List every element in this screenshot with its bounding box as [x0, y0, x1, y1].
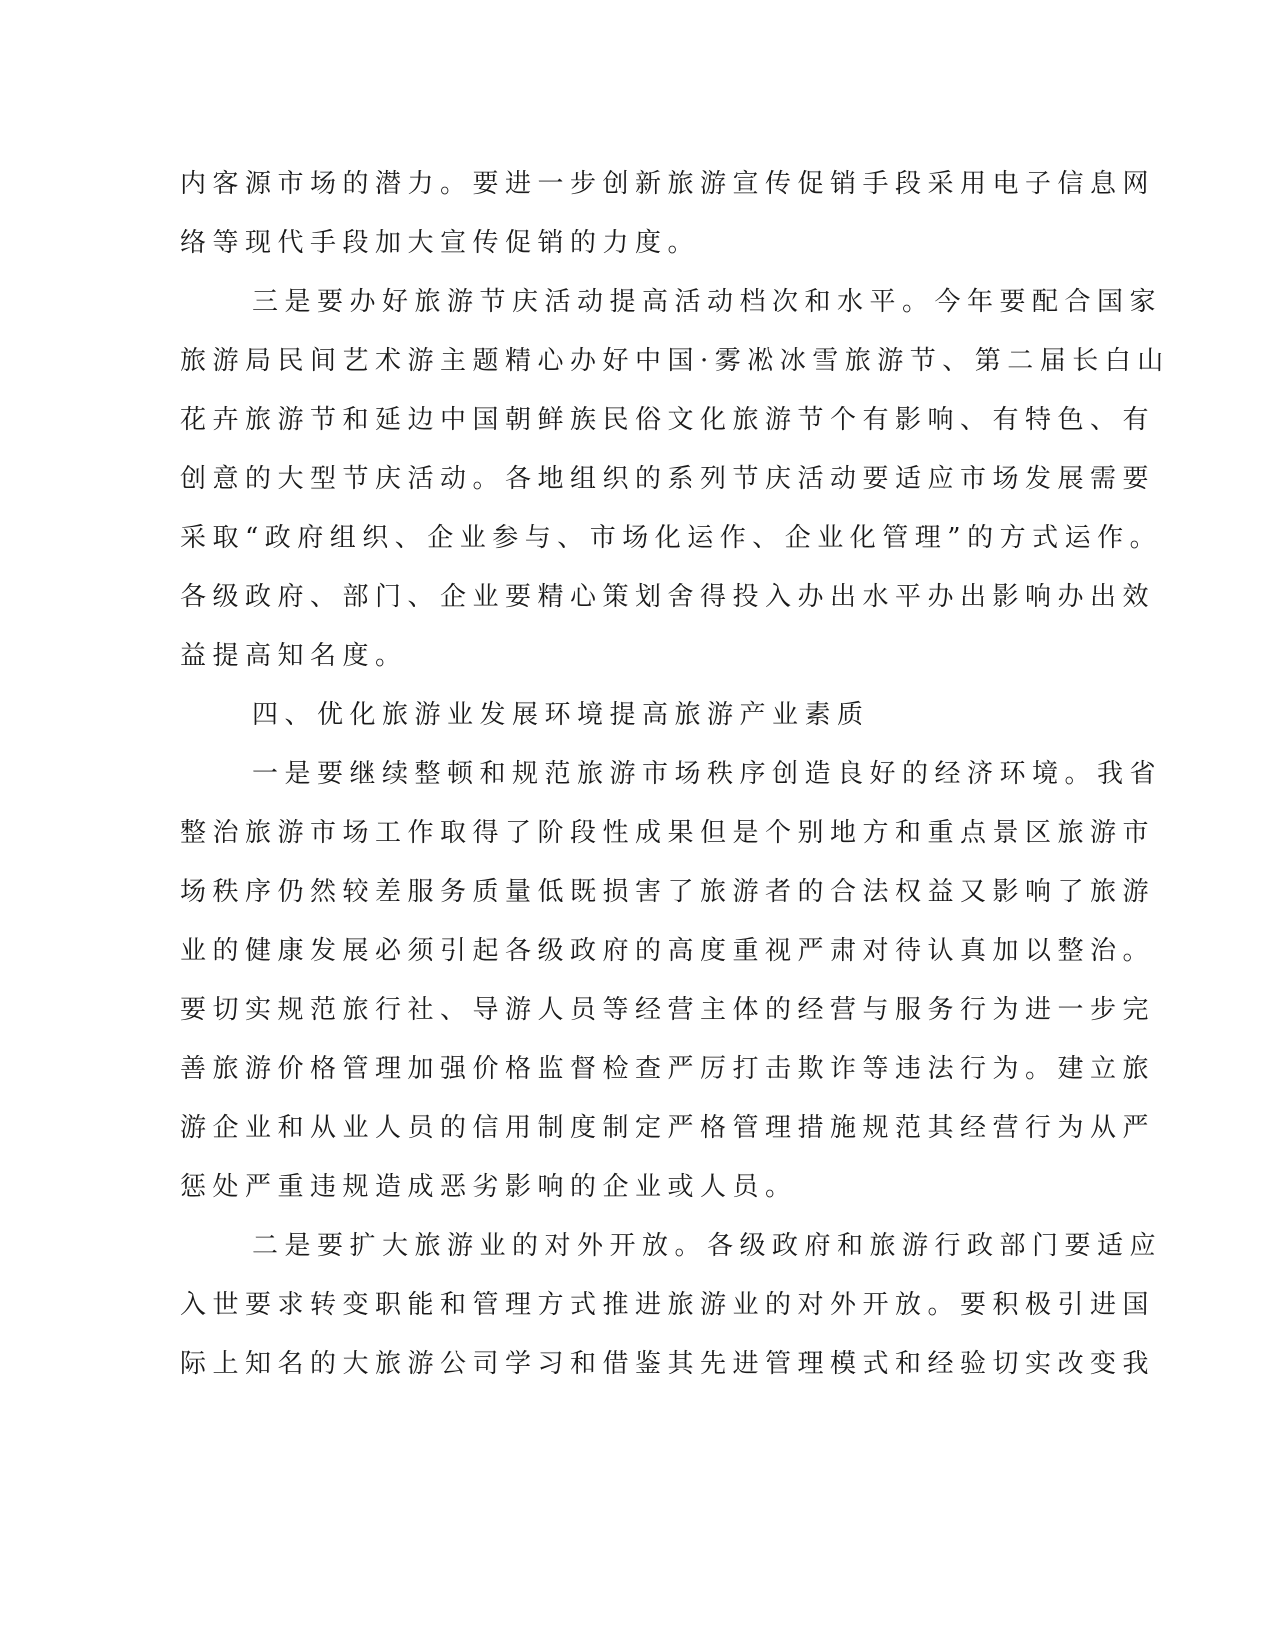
text-line: 各级政府、部门、企业要精心策划舍得投入办出水平办出影响办出效 — [180, 582, 1156, 612]
text-line: 四、优化旅游业发展环境提高旅游产业素质 — [252, 700, 870, 730]
text-line: 旅游局民间艺术游主题精心办好中国·雾凇冰雪旅游节、第二届长白山 — [180, 346, 1170, 376]
text-line: 善旅游价格管理加强价格监督检查严厉打击欺诈等违法行为。建立旅 — [180, 1054, 1156, 1084]
text-line: 要切实规范旅行社、导游人员等经营主体的经营与服务行为进一步完 — [180, 995, 1156, 1025]
text-line: 益提高知名度。 — [180, 641, 408, 671]
body-text — [180, 155, 1170, 1394]
text-line: 采取“政府组织、企业参与、市场化运作、企业化管理”的方式运作。 — [180, 523, 1163, 553]
text-line: 络等现代手段加大宣传促销的力度。 — [180, 228, 701, 258]
text-line: 惩处严重违规造成恶劣影响的企业或人员。 — [180, 1172, 798, 1202]
text-line: 业的健康发展必须引起各级政府的高度重视严肃对待认真加以整治。 — [180, 936, 1156, 966]
text-line: 场秩序仍然较差服务质量低既损害了旅游者的合法权益又影响了旅游 — [180, 877, 1156, 907]
text-line: 整治旅游市场工作取得了阶段性成果但是个别地方和重点景区旅游市 — [180, 818, 1156, 848]
text-line: 际上知名的大旅游公司学习和借鉴其先进管理模式和经验切实改变我 — [180, 1349, 1156, 1379]
text-line: 二是要扩大旅游业的对外开放。各级政府和旅游行政部门要适应 — [252, 1231, 1163, 1261]
text-line: 三是要办好旅游节庆活动提高活动档次和水平。今年要配合国家 — [252, 287, 1163, 317]
text-line: 入世要求转变职能和管理方式推进旅游业的对外开放。要积极引进国 — [180, 1290, 1156, 1320]
text-line: 游企业和从业人员的信用制度制定严格管理措施规范其经营行为从严 — [180, 1113, 1156, 1143]
text-line: 创意的大型节庆活动。各地组织的系列节庆活动要适应市场发展需要 — [180, 464, 1156, 494]
text-line: 内客源市场的潜力。要进一步创新旅游宣传促销手段采用电子信息网 — [180, 169, 1156, 199]
text-line: 花卉旅游节和延边中国朝鲜族民俗文化旅游节个有影响、有特色、有 — [180, 405, 1156, 435]
text-line: 一是要继续整顿和规范旅游市场秩序创造良好的经济环境。我省 — [252, 759, 1163, 789]
